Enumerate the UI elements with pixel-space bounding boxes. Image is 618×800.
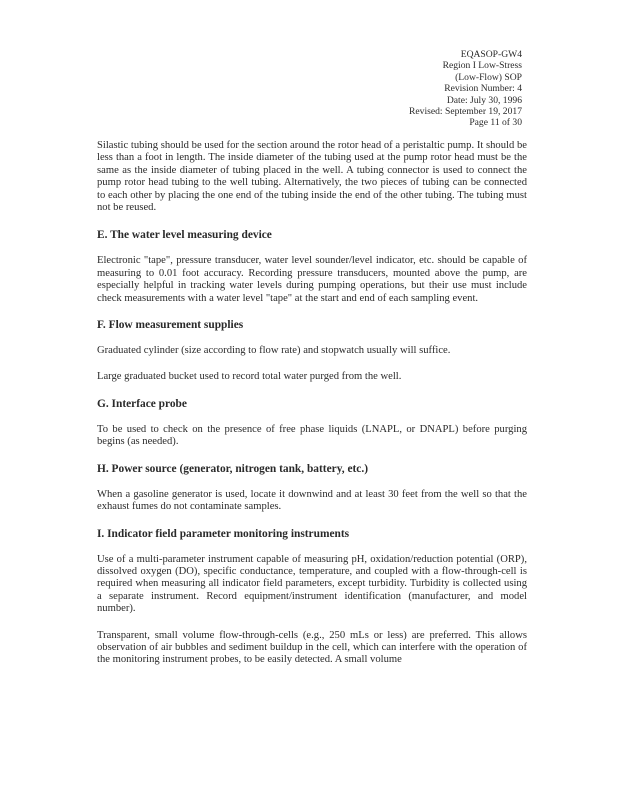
section-heading-i: I. Indicator field parameter monitoring instruments (97, 527, 350, 540)
section-g-paragraph: To be used to check on the presence of free phase liquids (LNAPL, or DNAPL) before purging begins (as needed). (97, 423, 527, 448)
document-header (302, 49, 522, 129)
document-body (97, 140, 527, 681)
header-revised: Revised: September 19, 2017 (409, 106, 522, 118)
section-heading-h: H. Power source (generator, nitrogen tank, battery, etc.) (97, 462, 368, 475)
section-i-paragraph-1: Use of a multi-parameter instrument capable of measuring pH, oxidation/reduction potential (ORP), dissolved oxygen (DO), specific conductance, temperature, and coupled with a flow-through-cell is required when measuring all indicator field parameters, except turbidity. Turbidity is collected using a separate instrument. Record equipment/instrument identification (manufacturer, and model number). (97, 553, 527, 615)
section-f-paragraph-2: Large graduated bucket used to record total water purged from the well. (97, 371, 402, 383)
section-f-paragraph-1: Graduated cylinder (size according to flow rate) and stopwatch usually will suffice. (97, 345, 451, 357)
section-e-paragraph: Electronic "tape", pressure transducer, water level sounder/level indicator, etc. should be capable of measuring to 0.01 foot accuracy. Recording pressure transducers, mounted above the pump, are especially helpful in tracking water levels during pumping operations, but their use must include check measurements with a water level "tape" at the start and end of each sampling event. (97, 255, 527, 304)
header-sop-name: (Low-Flow) SOP (455, 71, 522, 83)
header-date: Date: July 30, 1996 (446, 94, 522, 106)
section-heading-g: G. Interface probe (97, 397, 187, 410)
header-revision-number: Revision Number: 4 (444, 83, 522, 95)
intro-paragraph: Silastic tubing should be used for the section around the rotor head of a peristaltic pump. It should be less than a foot in length. The inside diameter of the tubing used at the pump rotor head must be the same as the inside diameter of tubing placed in the well. A tubing connector is used to connect the pump rotor head tubing to the well tubing. Alternatively, the two pieces of tubing can be connected to each other by placing the one end of the tubing inside the end of the other tubing. The tubing must not be reused. (97, 140, 527, 214)
section-i-paragraph-2: Transparent, small volume flow-through-cells (e.g., 250 mLs or less) are preferred. This allows observation of air bubbles and sediment buildup in the cell, which can interfere with the operation of the monitoring instrument probes, to be easily detected. A small volume (97, 629, 527, 666)
header-page-number: Page 11 of 30 (469, 117, 522, 129)
section-heading-e: E. The water level measuring device (97, 229, 272, 242)
section-heading-f: F. Flow measurement supplies (97, 319, 244, 332)
header-region: Region I Low-Stress (442, 60, 522, 72)
header-doc-id: EQASOP-GW4 (460, 49, 522, 60)
section-h-paragraph: When a gasoline generator is used, locate it downwind and at least 30 feet from the well so that the exhaust fumes do not contaminate samples. (97, 488, 527, 513)
